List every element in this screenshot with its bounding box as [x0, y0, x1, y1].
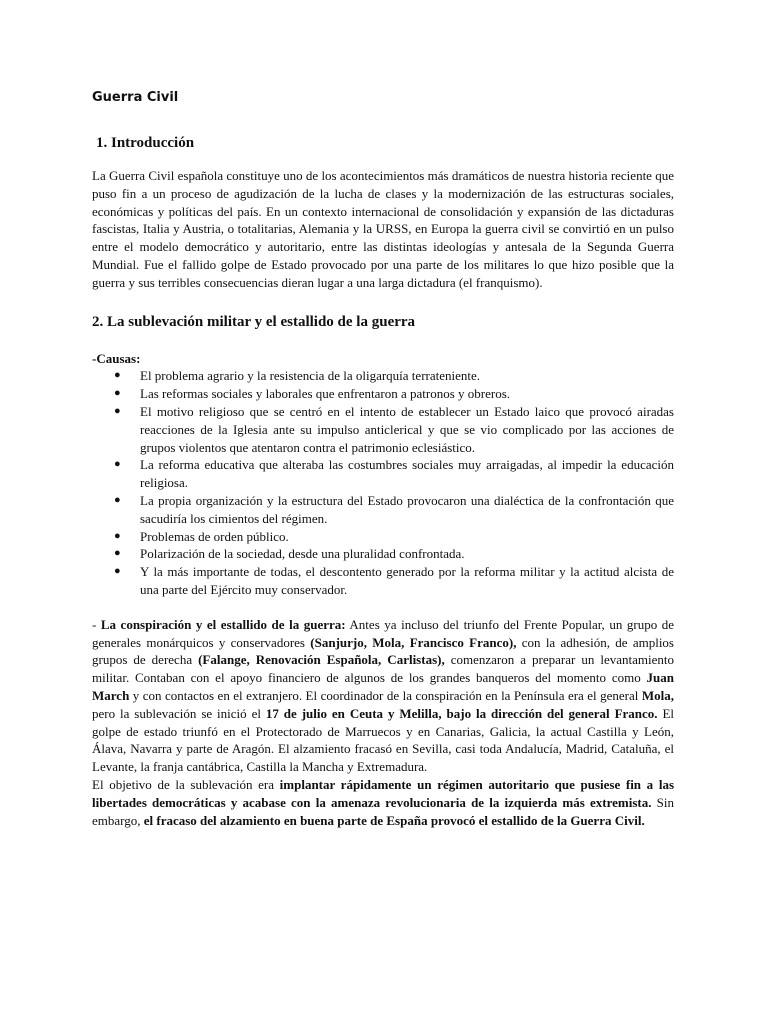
conspiracy-label: La conspiración y el estallido de la guerra: — [100, 616, 346, 632]
list-item: ● El motivo religioso que se centró en el intento de establecer un Estado laico que provocó airadas reacciones de la Iglesia ante su impulso anticlerical y que se vio complicado por las acciones de grupos violentos que atentaron contra el patrimonio eclesiástico. — [114, 403, 674, 455]
bullet-icon: ● — [114, 387, 121, 400]
bullet-icon: ● — [114, 547, 121, 560]
bullet-icon: ● — [114, 493, 121, 506]
document-title: Guerra Civil — [92, 90, 179, 105]
list-item: ● La propia organización y la estructura del Estado provocaron una dialéctica de la confrontación que sacudiría los cimientos del régimen. — [114, 492, 674, 526]
conspiracy-paragraph: - La conspiración y el estallido de la guerra: Antes ya incluso del triunfo del Frente Popular, un grupo de generales monárquicos y conservadores (Sanjurjo, Mola, Francisco Franco), con la adhesión, de amplios grupos de derecha (Falange, Renovación Española, Carlistas), comenzaron a preparar un levantamiento militar. Contaban con el apoyo financiero de algunos de los grandes banqueros del momento como Juan March y con contactos en el extranjero. El coordinador de la conspiración en la Península era el general Mola, pero la sublevación se inició el 17 de julio en Ceuta y Melilla, bajo la dirección del general Franco. El golpe de estado triunfó en el Protectorado de Marruecos y en Canarias, Galicia, la actual Castilla y León, Álava, Navarra y parte de Aragón. El alzamiento fracasó en Sevilla, casi toda Andalucía, Madrid, Cataluña, el Levante, la franja cantábrica, Castilla la Mancha y Extremadura. — [92, 616, 674, 775]
bullet-icon: ● — [114, 458, 121, 471]
causes-list — [92, 367, 674, 598]
list-item: ● Problemas de orden público. — [114, 528, 289, 544]
objective-paragraph: El objetivo de la sublevación era implantar rápidamente un régimen autoritario que pusiese fin a las libertades democráticas y acabase con la amenaza revolucionaria de la izquierda más extremista. Sin embargo, el fracaso del alzamiento en buena parte de España provocó el estallido de la Guerra Civil. — [92, 776, 675, 828]
document-page — [92, 86, 674, 829]
bullet-icon: ● — [114, 529, 121, 542]
list-item: ● El problema agrario y la resistencia de la oligarquía terrateniente. — [114, 368, 481, 384]
bullet-icon: ● — [114, 369, 121, 382]
list-item: ● Polarización de la sociedad, desde una pluralidad confrontada. — [114, 546, 465, 562]
section-heading-introduction: 1. Introducción — [96, 135, 195, 151]
causes-label: -Causas: — [92, 350, 141, 366]
introduction-paragraph: La Guerra Civil española constituye uno de los acontecimientos más dramáticos de nuestra historia reciente que puso fin a un proceso de agudización de la lucha de clases y la modernización de las estructuras sociales, económicas y políticas del país. En un contexto internacional de consolidación y expansión de las dictaduras fascistas, Italia y Austria, o totalitarias, Alemania y la URSS, en Europa la guerra civil se convirtió en un pulso entre el modelo democrático y autoritario, entre las distintas ideologías y antesala de la Segunda Guerra Mundial. Fue el fallido golpe de Estado provocado por una parte de los militares lo que hizo posible que la guerra y sus terribles consecuencias dieran lugar a una larga dictadura (el franquismo). — [92, 168, 674, 290]
list-item: ● Y la más importante de todas, el descontento generado por la reforma militar y la actitud alcista de una parte del Ejército muy conservador. — [114, 564, 674, 597]
list-item: ● Las reformas sociales y laborales que enfrentaron a patronos y obreros. — [114, 386, 510, 402]
list-item: ● La reforma educativa que alteraba las costumbres sociales muy arraigadas, al impedir la educación religiosa. — [114, 457, 674, 491]
bullet-icon: ● — [114, 565, 121, 578]
section-heading-uprising: 2. La sublevación militar y el estallido de la guerra — [92, 313, 416, 330]
bullet-icon: ● — [114, 404, 121, 417]
